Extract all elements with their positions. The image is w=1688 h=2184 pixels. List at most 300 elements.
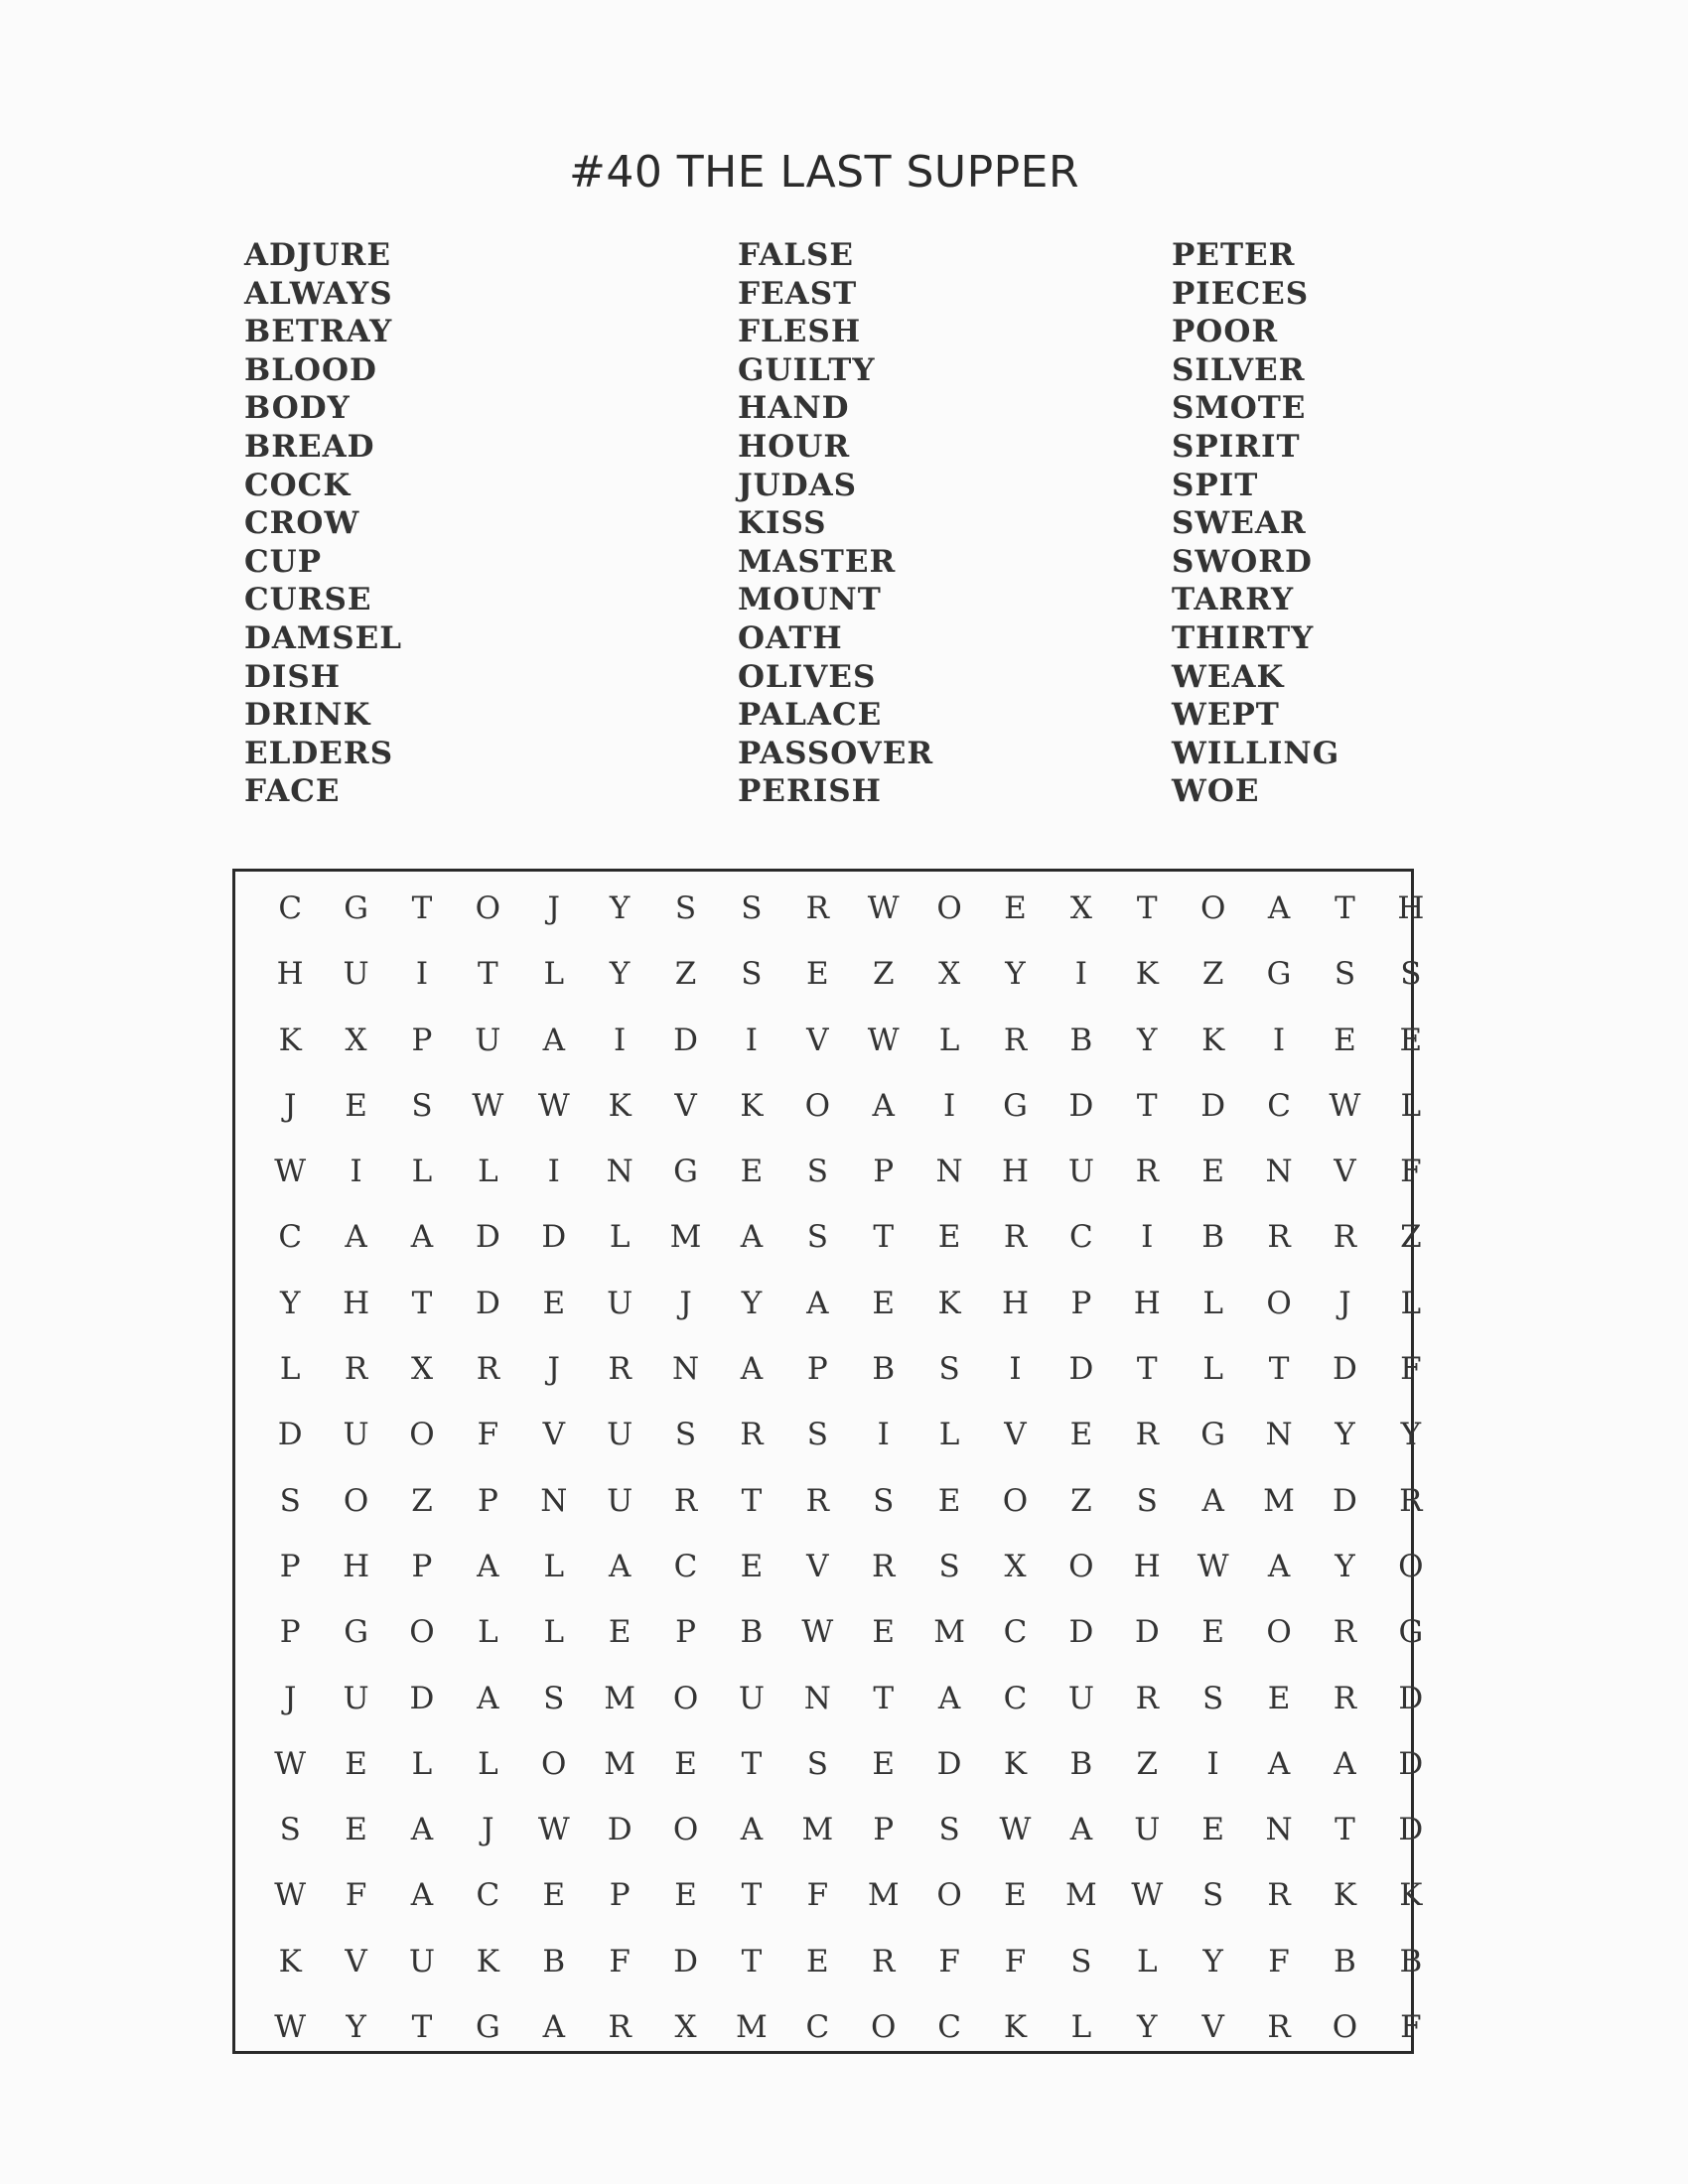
grid-letter[interactable]: O [475, 890, 501, 926]
grid-letter[interactable]: U [408, 1943, 436, 1979]
grid-letter[interactable]: R [1003, 1022, 1028, 1058]
grid-letter[interactable]: P [279, 1614, 301, 1651]
grid-letter[interactable]: R [805, 890, 829, 926]
grid-letter[interactable]: T [1136, 890, 1158, 926]
grid-letter[interactable]: Y [1137, 1022, 1158, 1058]
grid-letter[interactable]: S [873, 1482, 895, 1519]
grid-letter[interactable]: U [475, 1022, 501, 1058]
grid-letter[interactable]: L [1400, 1087, 1422, 1124]
grid-letter[interactable]: F [1400, 2009, 1422, 2046]
grid-letter[interactable]: D [409, 1680, 435, 1716]
grid-letter[interactable]: S [806, 1219, 828, 1256]
grid-letter[interactable]: L [279, 1351, 301, 1388]
grid-letter[interactable]: R [740, 1417, 764, 1453]
grid-letter[interactable]: A [542, 2009, 565, 2046]
grid-letter[interactable]: O [1199, 890, 1226, 926]
grid-letter[interactable]: G [475, 2009, 500, 2046]
grid-letter[interactable]: F [1268, 1943, 1290, 1979]
grid-letter[interactable]: Y [1400, 1417, 1422, 1453]
grid-letter[interactable]: A [806, 1285, 829, 1321]
grid-letter[interactable]: O [871, 2009, 897, 2046]
grid-letter[interactable]: F [1400, 1154, 1422, 1190]
grid-letter[interactable]: O [936, 890, 962, 926]
grid-letter[interactable]: T [1136, 1351, 1158, 1388]
grid-letter[interactable]: J [1338, 1285, 1351, 1321]
grid-letter[interactable]: F [345, 1877, 367, 1914]
grid-letter[interactable]: R [1333, 1680, 1357, 1716]
grid-letter[interactable]: Z [411, 1482, 433, 1519]
grid-letter[interactable]: B [1399, 1943, 1423, 1979]
grid-letter[interactable]: D [673, 1943, 698, 1979]
grid-letter[interactable]: V [1334, 1154, 1356, 1190]
grid-letter[interactable]: U [343, 1680, 369, 1716]
grid-letter[interactable]: W [274, 2009, 307, 2046]
grid-letter[interactable]: S [806, 1154, 828, 1190]
grid-letter[interactable]: X [1069, 890, 1092, 926]
grid-letter[interactable]: H [1001, 1285, 1030, 1321]
grid-letter[interactable]: T [1136, 1087, 1158, 1124]
grid-letter[interactable]: T [411, 1285, 433, 1321]
grid-letter[interactable]: K [1003, 2009, 1028, 2046]
grid-letter[interactable]: C [805, 2009, 830, 2046]
grid-letter[interactable]: U [607, 1417, 633, 1453]
grid-letter[interactable]: W [867, 890, 900, 926]
grid-letter[interactable]: I [1272, 1022, 1286, 1058]
grid-letter[interactable]: X [345, 1022, 367, 1058]
grid-letter[interactable]: C [1003, 1680, 1028, 1716]
grid-letter[interactable]: Z [674, 956, 697, 993]
grid-letter[interactable]: I [942, 1087, 956, 1124]
grid-letter[interactable]: P [279, 1548, 301, 1584]
grid-letter[interactable]: E [542, 1285, 566, 1321]
grid-letter[interactable]: C [673, 1548, 698, 1584]
grid-letter[interactable]: A [608, 1548, 632, 1584]
grid-letter[interactable]: H [1133, 1285, 1161, 1321]
grid-letter[interactable]: X [1004, 1548, 1027, 1584]
grid-letter[interactable]: R [1135, 1154, 1159, 1190]
grid-letter[interactable]: L [411, 1745, 433, 1782]
grid-letter[interactable]: B [1201, 1219, 1225, 1256]
grid-letter[interactable]: S [543, 1680, 565, 1716]
grid-letter[interactable]: M [933, 1614, 965, 1651]
grid-letter[interactable]: T [741, 1877, 763, 1914]
grid-letter[interactable]: K [608, 1087, 632, 1124]
grid-letter[interactable]: H [1133, 1548, 1161, 1584]
grid-letter[interactable]: O [1398, 1548, 1424, 1584]
grid-letter[interactable]: W [274, 1154, 307, 1190]
grid-letter[interactable]: R [1267, 1219, 1291, 1256]
grid-letter[interactable]: A [937, 1680, 961, 1716]
grid-letter[interactable]: D [475, 1285, 500, 1321]
grid-letter[interactable]: I [614, 1022, 627, 1058]
grid-letter[interactable]: T [873, 1219, 895, 1256]
grid-letter[interactable]: I [1141, 1219, 1154, 1256]
grid-letter[interactable]: A [740, 1812, 764, 1848]
grid-letter[interactable]: A [740, 1351, 764, 1388]
grid-letter[interactable]: Z [1201, 956, 1224, 993]
grid-letter[interactable]: S [741, 890, 763, 926]
grid-letter[interactable]: D [1398, 1745, 1424, 1782]
grid-letter[interactable]: R [344, 1351, 368, 1388]
grid-letter[interactable]: P [873, 1812, 895, 1848]
grid-letter[interactable]: B [542, 1943, 566, 1979]
grid-letter[interactable]: Z [1400, 1219, 1422, 1256]
grid-letter[interactable]: L [543, 1548, 565, 1584]
grid-letter[interactable]: E [674, 1877, 697, 1914]
grid-letter[interactable]: Y [609, 956, 631, 993]
grid-letter[interactable]: W [801, 1614, 834, 1651]
grid-letter[interactable]: A [477, 1548, 499, 1584]
grid-letter[interactable]: E [1069, 1417, 1093, 1453]
grid-letter[interactable]: J [547, 1351, 560, 1388]
grid-letter[interactable]: L [1202, 1285, 1223, 1321]
grid-letter[interactable]: U [607, 1285, 633, 1321]
grid-letter[interactable]: G [1398, 1614, 1424, 1651]
grid-letter[interactable]: U [343, 1417, 369, 1453]
grid-letter[interactable]: E [740, 1548, 764, 1584]
grid-letter[interactable]: N [671, 1351, 700, 1388]
grid-letter[interactable]: R [1135, 1417, 1159, 1453]
grid-letter[interactable]: D [1333, 1351, 1357, 1388]
grid-letter[interactable]: E [345, 1745, 367, 1782]
grid-letter[interactable]: R [608, 1351, 632, 1388]
grid-letter[interactable]: L [938, 1417, 960, 1453]
grid-letter[interactable]: T [873, 1680, 895, 1716]
grid-letter[interactable]: S [741, 956, 763, 993]
grid-letter[interactable]: O [343, 1482, 369, 1519]
grid-letter[interactable]: E [937, 1482, 961, 1519]
grid-letter[interactable]: E [1004, 1877, 1027, 1914]
grid-letter[interactable]: L [1202, 1351, 1223, 1388]
grid-letter[interactable]: C [278, 1219, 303, 1256]
grid-letter[interactable]: A [1201, 1482, 1224, 1519]
grid-letter[interactable]: R [1003, 1219, 1028, 1256]
grid-letter[interactable]: E [872, 1614, 896, 1651]
grid-letter[interactable]: S [1070, 1943, 1092, 1979]
grid-letter[interactable]: D [1200, 1087, 1226, 1124]
grid-letter[interactable]: A [1334, 1745, 1356, 1782]
grid-letter[interactable]: C [1267, 1087, 1291, 1124]
grid-letter[interactable]: C [1069, 1219, 1093, 1256]
grid-letter[interactable]: K [937, 1285, 961, 1321]
grid-letter[interactable]: G [344, 890, 368, 926]
grid-letter[interactable]: D [1333, 1482, 1357, 1519]
grid-letter[interactable]: E [542, 1877, 566, 1914]
grid-letter[interactable]: O [409, 1417, 435, 1453]
grid-letter[interactable]: T [1268, 1351, 1290, 1388]
grid-letter[interactable]: M [669, 1219, 702, 1256]
grid-letter[interactable]: R [1333, 1614, 1357, 1651]
grid-letter[interactable]: Y [1137, 2009, 1158, 2046]
grid-letter[interactable]: D [475, 1219, 500, 1256]
grid-letter[interactable]: K [1201, 1022, 1225, 1058]
grid-letter[interactable]: T [1335, 890, 1355, 926]
grid-letter[interactable]: Y [1335, 1417, 1355, 1453]
grid-letter[interactable]: P [675, 1614, 696, 1651]
grid-letter[interactable]: K [1003, 1745, 1028, 1782]
grid-letter[interactable]: A [1069, 1812, 1093, 1848]
grid-letter[interactable]: K [740, 1087, 764, 1124]
grid-letter[interactable]: S [938, 1812, 960, 1848]
grid-letter[interactable]: U [1067, 1680, 1094, 1716]
grid-letter[interactable]: S [806, 1417, 828, 1453]
grid-letter[interactable]: M [801, 1812, 834, 1848]
grid-letter[interactable]: E [1201, 1812, 1224, 1848]
grid-letter[interactable]: N [1265, 1417, 1293, 1453]
grid-letter[interactable]: E [806, 1943, 829, 1979]
grid-letter[interactable]: H [343, 1548, 370, 1584]
grid-letter[interactable]: V [674, 1087, 697, 1124]
grid-letter[interactable]: G [1003, 1087, 1028, 1124]
grid-letter[interactable]: L [543, 1614, 565, 1651]
grid-letter[interactable]: O [1332, 2009, 1358, 2046]
grid-letter[interactable]: S [1202, 1680, 1224, 1716]
grid-letter[interactable]: X [938, 956, 961, 993]
grid-letter[interactable]: W [1131, 1877, 1164, 1914]
grid-letter[interactable]: L [938, 1022, 960, 1058]
grid-letter[interactable]: D [1398, 1680, 1424, 1716]
grid-letter[interactable]: G [1200, 1417, 1226, 1453]
grid-letter[interactable]: Z [872, 956, 895, 993]
grid-letter[interactable]: Z [1070, 1482, 1092, 1519]
grid-letter[interactable]: E [1267, 1680, 1291, 1716]
grid-letter[interactable]: G [344, 1614, 368, 1651]
grid-letter[interactable]: W [274, 1745, 307, 1782]
grid-letter[interactable]: F [1004, 1943, 1027, 1979]
grid-letter[interactable]: I [877, 1417, 890, 1453]
grid-letter[interactable]: L [1070, 2009, 1092, 2046]
grid-letter[interactable]: O [1068, 1548, 1094, 1584]
grid-letter[interactable]: A [410, 1877, 434, 1914]
grid-letter[interactable]: L [609, 1219, 631, 1256]
grid-letter[interactable]: N [1265, 1154, 1293, 1190]
grid-letter[interactable]: D [936, 1745, 962, 1782]
grid-letter[interactable]: R [673, 1482, 698, 1519]
grid-letter[interactable]: Y [346, 2009, 366, 2046]
grid-letter[interactable]: S [1400, 956, 1422, 993]
grid-letter[interactable]: E [345, 1812, 367, 1848]
grid-letter[interactable]: E [1201, 1614, 1224, 1651]
grid-letter[interactable]: P [411, 1022, 433, 1058]
grid-letter[interactable]: V [1004, 1417, 1027, 1453]
grid-letter[interactable]: Y [1202, 1943, 1223, 1979]
grid-letter[interactable]: N [803, 1680, 831, 1716]
grid-letter[interactable]: J [679, 1285, 692, 1321]
grid-letter[interactable]: T [741, 1482, 763, 1519]
grid-letter[interactable]: C [937, 2009, 961, 2046]
grid-letter[interactable]: N [540, 1482, 568, 1519]
grid-letter[interactable]: S [806, 1745, 828, 1782]
grid-letter[interactable]: O [541, 1745, 567, 1782]
grid-letter[interactable]: Y [1005, 956, 1026, 993]
grid-letter[interactable]: I [547, 1154, 560, 1190]
grid-letter[interactable]: C [278, 890, 303, 926]
grid-letter[interactable]: I [1206, 1745, 1219, 1782]
grid-letter[interactable]: O [409, 1614, 435, 1651]
grid-letter[interactable]: C [476, 1877, 500, 1914]
grid-letter[interactable]: B [1069, 1022, 1093, 1058]
grid-letter[interactable]: R [476, 1351, 500, 1388]
grid-letter[interactable]: B [1069, 1745, 1093, 1782]
grid-letter[interactable]: N [935, 1154, 963, 1190]
grid-letter[interactable]: F [609, 1943, 631, 1979]
grid-letter[interactable]: L [478, 1614, 498, 1651]
grid-letter[interactable]: C [1003, 1614, 1028, 1651]
grid-letter[interactable]: V [806, 1548, 829, 1584]
grid-letter[interactable]: O [1266, 1285, 1292, 1321]
grid-letter[interactable]: R [1267, 2009, 1291, 2046]
grid-letter[interactable]: R [608, 2009, 632, 2046]
grid-letter[interactable]: A [1267, 1745, 1291, 1782]
grid-letter[interactable]: D [541, 1219, 567, 1256]
grid-letter[interactable]: S [938, 1548, 960, 1584]
grid-letter[interactable]: S [938, 1351, 960, 1388]
grid-letter[interactable]: K [278, 1022, 302, 1058]
grid-letter[interactable]: S [1334, 956, 1356, 993]
grid-letter[interactable]: G [673, 1154, 698, 1190]
grid-letter[interactable]: K [1333, 1877, 1357, 1914]
grid-letter[interactable]: W [472, 1087, 504, 1124]
grid-letter[interactable]: M [736, 2009, 768, 2046]
grid-letter[interactable]: N [1265, 1812, 1293, 1848]
grid-letter[interactable]: O [1266, 1614, 1292, 1651]
grid-letter[interactable]: R [872, 1943, 896, 1979]
grid-letter[interactable]: L [1136, 1943, 1158, 1979]
grid-letter[interactable]: U [738, 1680, 765, 1716]
grid-letter[interactable]: Y [279, 1285, 301, 1321]
grid-letter[interactable]: R [1333, 1219, 1357, 1256]
grid-letter[interactable]: A [872, 1087, 895, 1124]
grid-letter[interactable]: A [410, 1812, 434, 1848]
grid-letter[interactable]: N [606, 1154, 633, 1190]
grid-letter[interactable]: M [867, 1877, 900, 1914]
grid-letter[interactable]: T [411, 890, 433, 926]
grid-letter[interactable]: P [873, 1154, 895, 1190]
grid-letter[interactable]: V [1201, 2009, 1224, 2046]
grid-letter[interactable]: D [1068, 1351, 1094, 1388]
grid-letter[interactable]: A [542, 1022, 565, 1058]
grid-letter[interactable]: U [1067, 1154, 1094, 1190]
grid-letter[interactable]: I [1074, 956, 1087, 993]
grid-letter[interactable]: I [745, 1022, 759, 1058]
grid-letter[interactable]: L [411, 1154, 433, 1190]
grid-letter[interactable]: T [741, 1943, 763, 1979]
grid-letter[interactable]: M [604, 1680, 636, 1716]
grid-letter[interactable]: W [1196, 1548, 1229, 1584]
grid-letter[interactable]: E [872, 1745, 896, 1782]
grid-letter[interactable]: T [478, 956, 498, 993]
grid-letter[interactable]: P [609, 1877, 631, 1914]
grid-letter[interactable]: J [283, 1680, 297, 1716]
grid-letter[interactable]: V [542, 1417, 565, 1453]
grid-letter[interactable]: G [1266, 956, 1292, 993]
grid-letter[interactable]: J [482, 1812, 494, 1848]
grid-letter[interactable]: O [804, 1087, 831, 1124]
grid-letter[interactable]: O [672, 1680, 699, 1716]
grid-letter[interactable]: E [806, 956, 829, 993]
grid-letter[interactable]: O [1002, 1482, 1029, 1519]
grid-letter[interactable]: Z [1136, 1745, 1159, 1782]
grid-letter[interactable]: S [411, 1087, 433, 1124]
grid-letter[interactable]: S [674, 1417, 697, 1453]
grid-letter[interactable]: W [999, 1812, 1032, 1848]
grid-letter[interactable]: M [604, 1745, 636, 1782]
grid-letter[interactable]: E [674, 1745, 697, 1782]
grid-letter[interactable]: B [740, 1614, 764, 1651]
grid-letter[interactable]: I [350, 1154, 362, 1190]
grid-letter[interactable]: J [547, 890, 560, 926]
grid-letter[interactable]: K [278, 1943, 302, 1979]
grid-letter[interactable]: S [279, 1812, 301, 1848]
grid-letter[interactable]: B [872, 1351, 896, 1388]
grid-letter[interactable]: A [410, 1219, 434, 1256]
grid-letter[interactable]: D [1134, 1614, 1160, 1651]
grid-letter[interactable]: H [343, 1285, 370, 1321]
grid-letter[interactable]: M [1065, 1877, 1097, 1914]
grid-letter[interactable]: E [937, 1219, 961, 1256]
grid-letter[interactable]: P [1070, 1285, 1092, 1321]
grid-letter[interactable]: M [1263, 1482, 1295, 1519]
grid-letter[interactable]: E [1334, 1022, 1356, 1058]
grid-letter[interactable]: T [1335, 1812, 1355, 1848]
grid-letter[interactable]: V [806, 1022, 829, 1058]
grid-letter[interactable]: K [476, 1943, 499, 1979]
grid-letter[interactable]: S [279, 1482, 301, 1519]
grid-letter[interactable]: Y [741, 1285, 763, 1321]
grid-letter[interactable]: D [673, 1022, 698, 1058]
grid-letter[interactable]: D [607, 1812, 633, 1848]
grid-letter[interactable]: K [1399, 1877, 1423, 1914]
grid-letter[interactable]: H [1397, 890, 1425, 926]
grid-letter[interactable]: L [478, 1745, 498, 1782]
grid-letter[interactable]: W [537, 1087, 570, 1124]
grid-letter[interactable]: R [1267, 1877, 1291, 1914]
grid-letter[interactable]: S [1202, 1877, 1224, 1914]
grid-letter[interactable]: E [1201, 1154, 1224, 1190]
grid-letter[interactable]: Y [609, 890, 631, 926]
grid-letter[interactable]: S [1136, 1482, 1158, 1519]
grid-letter[interactable]: E [872, 1285, 896, 1321]
grid-letter[interactable]: U [343, 956, 369, 993]
grid-letter[interactable]: L [1400, 1285, 1422, 1321]
grid-letter[interactable]: K [1135, 956, 1159, 993]
grid-letter[interactable]: E [608, 1614, 632, 1651]
grid-letter[interactable]: R [1399, 1482, 1423, 1519]
grid-letter[interactable]: W [1329, 1087, 1361, 1124]
grid-letter[interactable]: E [1004, 890, 1027, 926]
grid-letter[interactable]: J [283, 1087, 297, 1124]
grid-letter[interactable]: I [415, 956, 429, 993]
grid-letter[interactable]: R [805, 1482, 829, 1519]
grid-letter[interactable]: P [411, 1548, 433, 1584]
grid-letter[interactable]: D [1068, 1614, 1094, 1651]
grid-letter[interactable]: A [1267, 890, 1291, 926]
grid-letter[interactable]: T [411, 2009, 433, 2046]
grid-letter[interactable]: E [345, 1087, 367, 1124]
grid-letter[interactable]: D [1398, 1812, 1424, 1848]
grid-letter[interactable]: W [274, 1877, 307, 1914]
grid-letter[interactable]: H [276, 956, 304, 993]
grid-letter[interactable]: H [1001, 1154, 1030, 1190]
grid-letter[interactable]: E [1399, 1022, 1423, 1058]
grid-letter[interactable]: W [537, 1812, 570, 1848]
grid-letter[interactable]: I [1009, 1351, 1022, 1388]
grid-letter[interactable]: L [543, 956, 565, 993]
grid-letter[interactable]: A [740, 1219, 764, 1256]
grid-letter[interactable]: F [477, 1417, 499, 1453]
grid-letter[interactable]: O [672, 1812, 699, 1848]
grid-letter[interactable]: R [872, 1548, 896, 1584]
